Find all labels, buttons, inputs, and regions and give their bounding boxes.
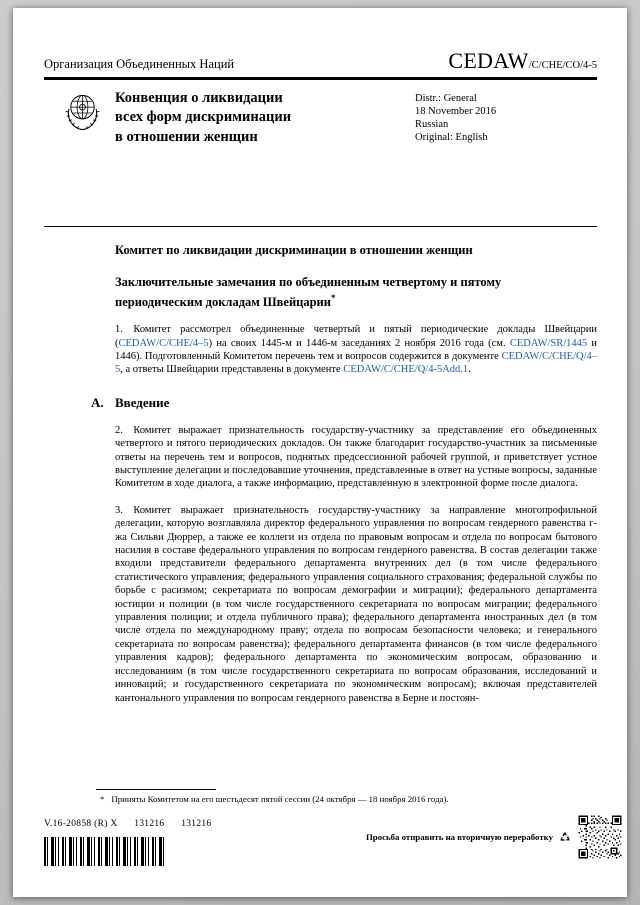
para1-text: . [468, 364, 471, 376]
doc-link-cedaw-che-q-4-5-add1[interactable]: CEDAW/C/CHE/Q/4-5Add.1 [343, 364, 469, 376]
org-name: Организация Объединенных Наций [44, 57, 235, 71]
subtitle-text: Заключительные замечания по объединенным четвертому и пятому периодическим докладам Швейцарии [115, 275, 502, 309]
convention-title [115, 89, 291, 148]
distr-line: 18 November 2016 [415, 105, 497, 117]
job-number-line [44, 819, 226, 829]
convention-title-line: в отношении женщин [115, 128, 258, 145]
recycle-text: Просьба отправить на вторичную переработку [365, 832, 553, 842]
distr-line: Russian [415, 118, 449, 130]
para1-text: , а ответы Швейцарии представлены в документе [120, 364, 344, 376]
title-block [44, 80, 597, 230]
distr-line: Original: English [415, 131, 488, 143]
committee-heading: Комитет по ликвидации дискриминации в отношении женщин [115, 242, 473, 257]
doc-link-cedaw-che-4-5[interactable]: CEDAW/C/CHE/4–5 [118, 337, 209, 349]
convention-title-line: Конвенция о ликвидации [115, 89, 283, 106]
section-a-title: Введение [115, 394, 170, 410]
para1-text: ) на своих 1445-м и 1446-м заседаниях 2 ноября 2016 года (см. [208, 337, 510, 349]
doc-link-cedaw-sr-1445[interactable]: CEDAW/SR/1445 [509, 337, 588, 349]
paragraph-2: 2. Комитет выражает признательность государству-участнику за представление его объединенных четвертого и пятого периодических докладов. Он также благодарит государство-участник за письменные ответы на перечень тем и вопросов, поднятых предсессионной рабочей группой, и приветствует устное выступление делегации и последовавшие уточнения, представленные в ответ на устные вопросы, заданные Комитетом в ходе диалога, а также информацию, представленную в электронной форме после диалога. [115, 424, 597, 490]
para1-text: 1. Комитет рассмотрел объединенные четвертый и пятый периодические доклады Швейцарии ( [115, 324, 597, 349]
un-emblem-icon [61, 89, 104, 135]
section-a-label: A. [91, 394, 104, 410]
job-number: V.16-20858 (R) X [44, 819, 118, 829]
recycle-icon [558, 831, 572, 844]
document-symbol-suffix: /C/CHE/CO/4-5 [528, 60, 597, 71]
footnote-text [96, 794, 576, 805]
document-body [91, 242, 598, 705]
paragraph-1 [115, 323, 597, 377]
header-thin-rule [44, 226, 597, 227]
subtitle-footnote-marker: * [330, 292, 336, 303]
recycle-row [366, 808, 623, 866]
paragraph-3: 3. Комитет выражает признательность государству-участнику за направление многопрофильной делегации, которую возглавляла директор федерального управления по вопросам гендерного равенства г-жа Сильви Дюррер, а также ее коллеги из отдела по правовым вопросам и отдела по вопросам бытового насилия в составе федерального управления по вопросам гендерного равенства. В состав делегации также входили представители федерального департамента внутренних дел (в том числе федерального статистического управления; федерального управления социального страхования; федеральной службы по борьбе с расизмом; секретариата по вопросам демографии и миграции); федерального департамента юстиции и полиции (в том числе государственного секретариата по вопросам миграции; федерального управления полиции; и отдела публичного права); федерального департамента иностранных дел (в том числе отдела по международному праву; отдела по вопросам безопасности человека; и генерального секретариата по вопросам равенства); федерального департамента финансов (в том числе федерального управления кадров); федерального департамента по экономическим вопросам, образованию и исследованиям (в том числе государственного секретариата по вопросам образования, исследований и инноваций; и государственного секретариата по экономическим вопросам); включая представителей кантонального управления по вопросам гендерного равенства в Берне и постоян- [115, 504, 597, 704]
document-symbol-main: CEDAW [448, 48, 529, 73]
document-subtitle [115, 275, 545, 310]
footnote-block [96, 789, 576, 805]
section-a-heading [91, 395, 597, 411]
para1-text: и 1446). Подготовленный Комитетом перечень тем и вопросов содержится в документе [115, 337, 598, 362]
document-symbol [448, 48, 597, 74]
barcode [44, 837, 164, 866]
footnote-marker: * [100, 794, 105, 804]
masthead [44, 48, 597, 74]
job-date-1: 131216 [134, 819, 165, 829]
distr-line: Distr.: General [415, 92, 477, 104]
job-date-2: 131216 [181, 819, 212, 829]
document-page [13, 8, 627, 897]
qr-code [577, 814, 623, 860]
distribution-block [415, 92, 496, 144]
footnote-body: Приняты Комитетом на его шестьдесят пятой сессии (24 октября — 18 ноября 2016 года). [111, 794, 449, 804]
footnote-separator [96, 789, 216, 790]
convention-title-line: всех форм дискриминации [115, 109, 292, 125]
doc-link-cedaw-che-q-4-5[interactable]: CEDAW/C/CHE/Q/4–5 [115, 350, 597, 376]
